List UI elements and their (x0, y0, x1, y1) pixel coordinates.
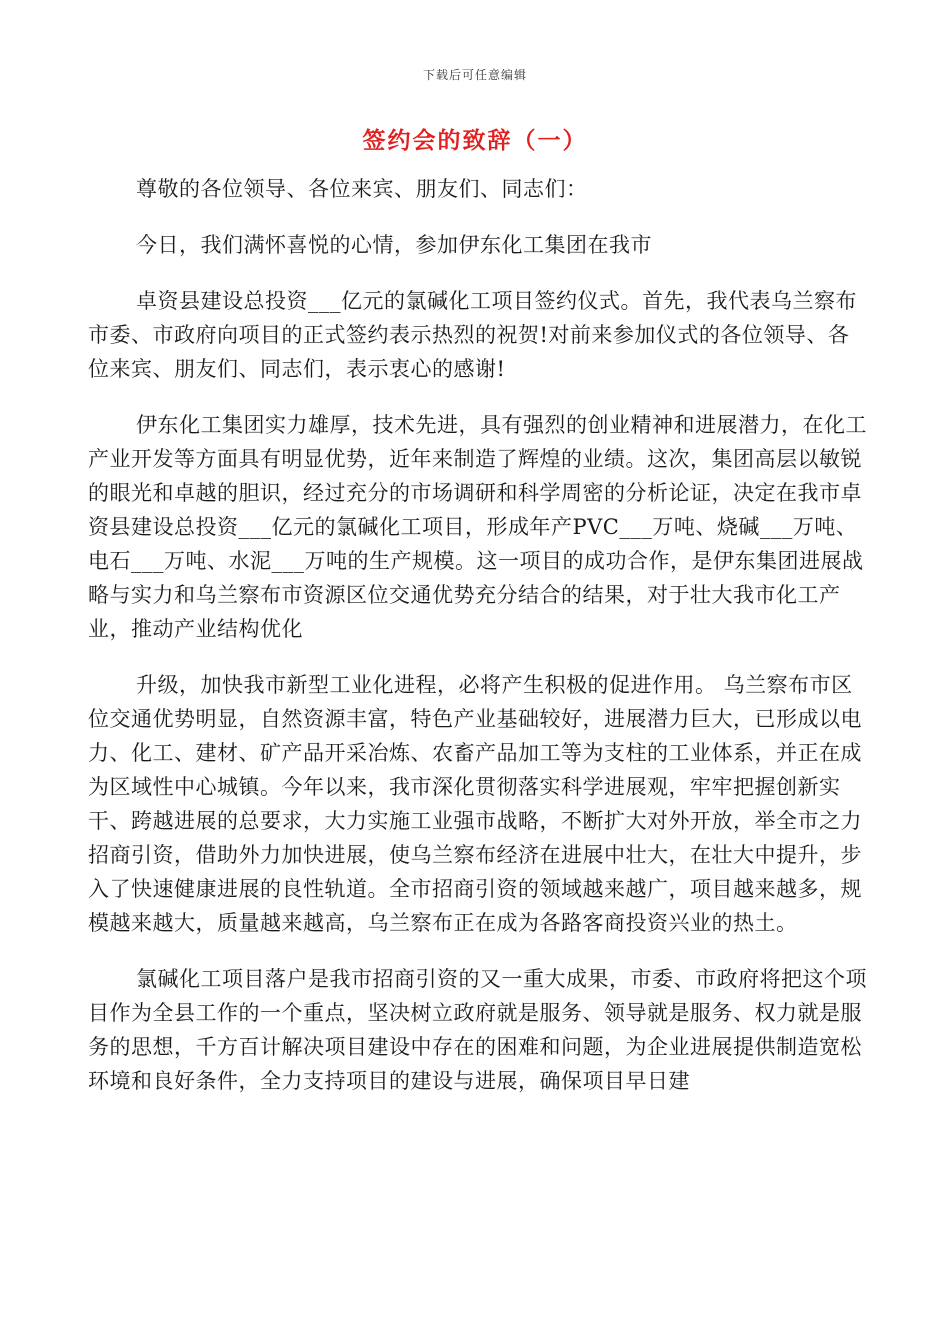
document-title: 签约会的致辞（一） (362, 127, 588, 154)
document-body (88, 172, 868, 1120)
paragraph-opening: 今日，我们满怀喜悦的心情，参加伊东化工集团在我市 (136, 233, 652, 257)
paragraph-congratulations: 卓资县建设总投资___亿元的氯碱化工项目签约仪式。首先，我代表乌兰察布市委、市政府向项目的正式签约表示热烈的祝贺!对前来参加仪式的各位领导、各位来宾、朋友们、同志们，表示衷心的感谢! (88, 289, 857, 381)
paragraph-commitment: 氯碱化工项目落户是我市招商引资的又一重大成果，市委、市政府将把这个项目作为全县工作的一个重点，坚决树立政府就是服务、领导就是服务、权力就是服务的思想，千方百计解决项目建设中存在的困难和问题，为企业进展提供制造宽松环境和良好条件，全力支持项目的建设与进展，确保项目早日建 (88, 967, 867, 1093)
header-note: 下载后可任意编辑 (422, 68, 527, 82)
paragraph-group-intro: 伊东化工集团实力雄厚，技术先进，具有强烈的创业精神和进展潜力，在化工产业开发等方面具有明显优势，近年来制造了辉煌的业绩。这次，集团高层以敏锐的眼光和卓越的胆识，经过充分的市场调研和科学周密的分析论证，决定在我市卓资县建设总投资___亿元的氯碱化工项目，形成年产PVC___万吨、烧碱___万吨、电石___万吨、水泥___万吨的生产规模。这一项目的成功合作，是伊东集团进展战略与实力和乌兰察布市资源区位交通优势充分结合的结果，对于壮大我市化工产业，推动产业结构优化 (88, 413, 867, 641)
paragraph-salutation: 尊敬的各位领导、各位来宾、朋友们、同志们： (136, 177, 588, 201)
paragraph-city-intro: 升级，加快我市新型工业化进程，必将产生积极的促进作用。 乌兰察布市区位交通优势明显，自然资源丰富，特色产业基础较好，进展潜力巨大，已形成以电力、化工、建材、矿产品开采冶炼、农畜产品加工等为支柱的工业体系，并正在成为区域性中心城镇。今年以来，我市深化贯彻落实科学进展观，牢牢把握创新实干、跨越进展的总要求，大力实施工业强市战略，不断扩大对外开放，举全市之力招商引资，借助外力加快进展，使乌兰察布经济在进展中壮大，在壮大中提升，步入了快速健康进展的良性轨道。全市招商引资的领域越来越广，项目越来越多，规模越来越大，质量越来越高，乌兰察布正在成为各路客商投资兴业的热土。 (88, 673, 862, 935)
